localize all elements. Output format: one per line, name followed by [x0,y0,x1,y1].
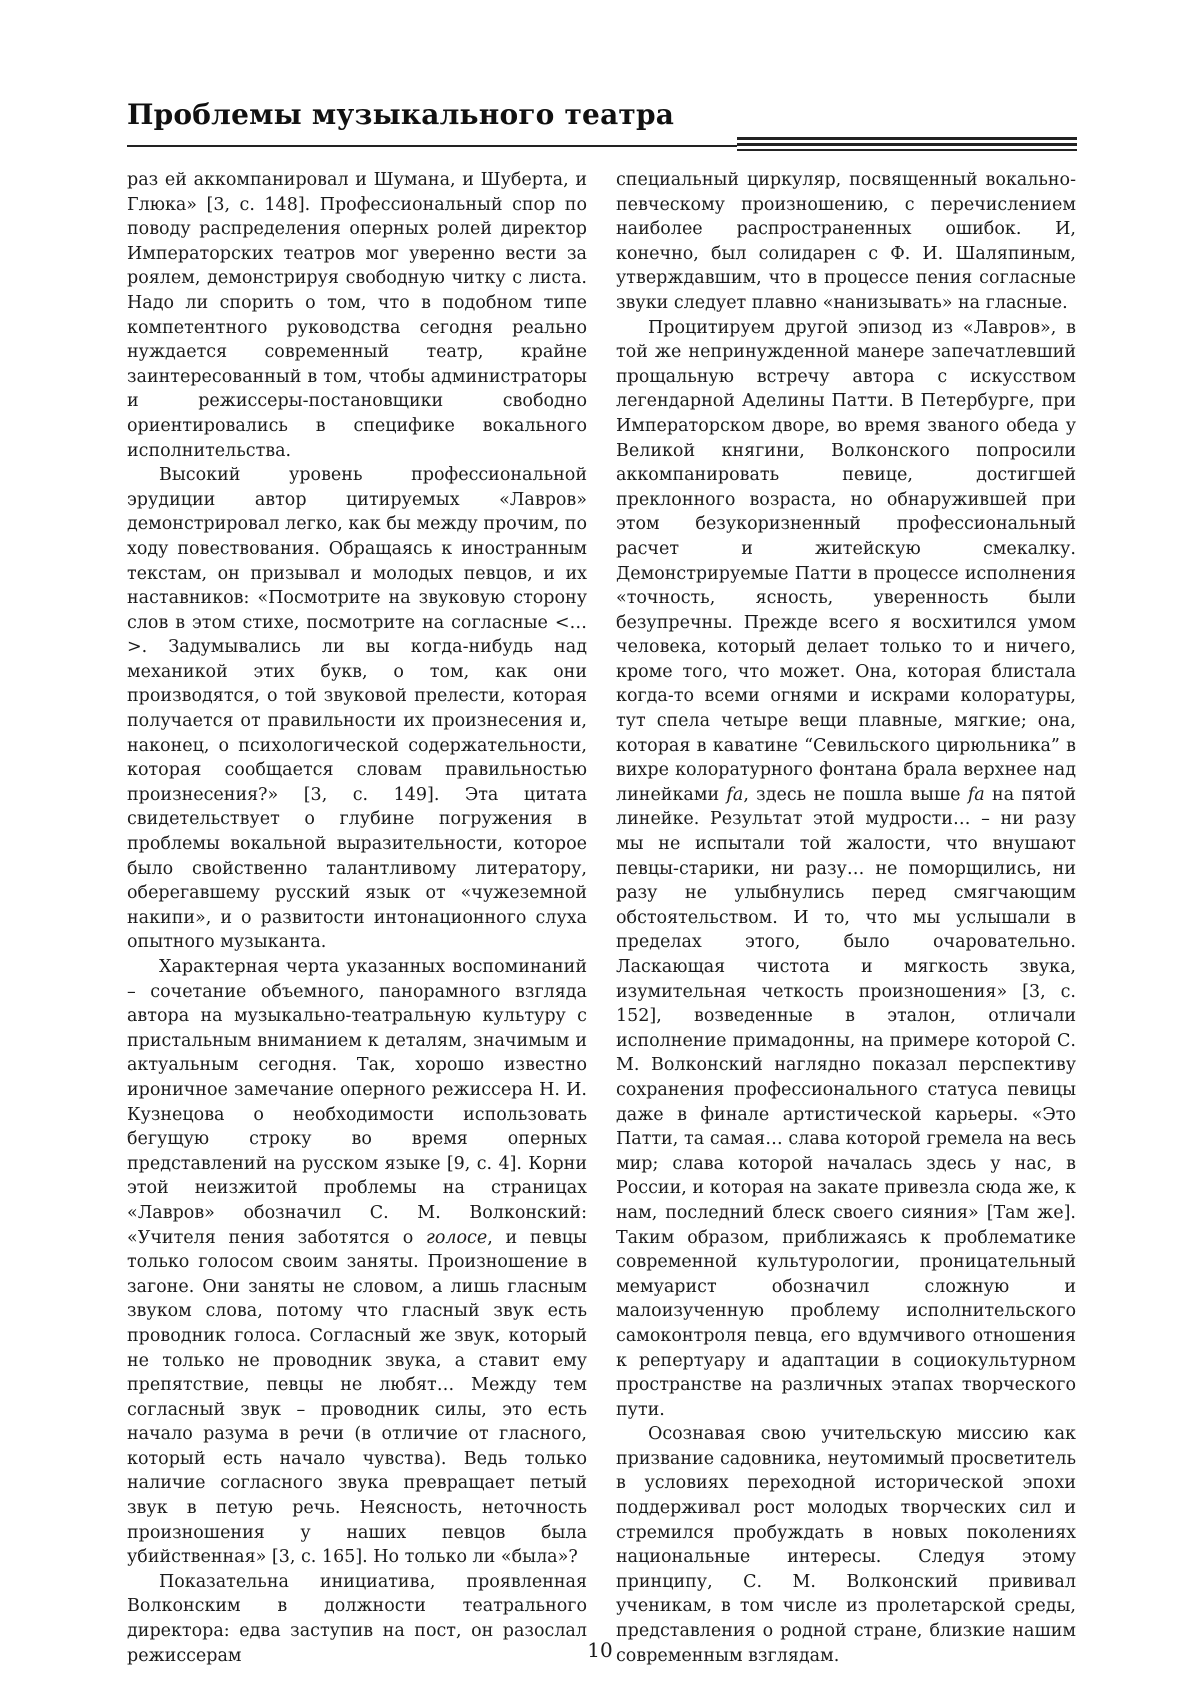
paragraph-text: Характерная черта указанных воспоминаний – сочетание объемного, панорамного взгляда автора на музыкально-театральную культуру с пристальным вниманием к деталям, значимым и актуальным сегодня. Так, хорошо известно ироничное замечание оперного режиссера Н. И. Кузнецова о необходимости использовать бегущую строку во время оперных представлений на русском языке [9, с. 4]. Корни этой неизжитой проблемы на страницах «Лавров» обозначил С. М. Волконский: «Учителя пения заботятся о [127,957,587,1248]
paragraph-text: , здесь не пошла выше [743,784,968,805]
paragraph: Осознавая свою учительскую миссию как призвание садовника, неутомимый просветитель в условиях переходной исторической эпохи поддерживал рост молодых творческих сил и стремился пробуждать в новых поколениях национальные интересы. Следуя этому принципу, С. М. Волконский прививал ученикам, в том числе из пролетарской среды, представления о родной стране, близкие нашим современным взглядам. [616,1424,1076,1666]
page-number: 10 [587,1638,613,1662]
paragraph-text: на пятой линейке. Результат этой мудрости… – ни разу мы не испытали той жалости, что внушают певцы-старики, ни разу… не поморщились, ни разу не улыбнулись перед смягчающим обстоятельством. И то, что мы услышали в пределах этого, было очаровательно. Ласкающая чистота и мягкость звука, изумительная четкость произношения» [3, с. 152], возведенные в эталон, отличали исполнение примадонны, на примере которой С. М. Волконский наглядно показал перспективу сохранения профессионального статуса певицы даже в финале артистической карьеры. «Это Патти, та самая… слава которой гремела на весь мир; слава которой началась здесь у нас, в России, и которая на закате привезла сюда же, к нам, последний блеск своего сияния» [Там же]. Таким образом, приближаясь к проблематике современной культурологии, проницательный мемуарист обозначил сложную и малоизученную проблему исполнительского самоконтроля певца, его вдумчивого отношения к репертуару и адаптации в социокультурном пространстве на различных этапах творческого пути. [616,784,1076,1420]
emphasis: голосе [425,1227,488,1248]
paragraph: раз ей аккомпанировал и Шумана, и Шуберта, и Глюка» [3, с. 148]. Профессиональный спор по поводу распределения оперных ролей директор Императорских театров мог уверенно вести за роялем, демонстрируя свободную читку с листа. Надо ли спорить о том, что в подобном типе компетентного руководства сегодня реально нуждается современный театр, крайне заинтересованный в том, чтобы администраторы и режиссеры-постановщики свободно ориентировались в специфике вокального исполнительства. [127,170,587,461]
paragraph: Высокий уровень профессиональной эрудиции автор цитируемых «Лавров» демонстрировал легко, как бы между прочим, по ходу повествования. Обращаясь к иностранным текстам, он призывал и молодых певцов, и их наставников: «Посмотрите на звуковую сторону слов в этом стихе, посмотрите на согласные <…>. Задумывались ли вы когда-нибудь над механикой этих букв, о том, как они производятся, о той звуковой прелести, которая получается от правильности их произнесения и, наконец, о психологической содержательности, которая сообщается словам правильностью произнесения?» [3, с. 149]. Эта цитата свидетельствует о глубине погружения в проблемы вокальной выразительности, которое было свойственно талантливому литератору, оберегавшему русский язык от «чужеземной накипи», и о развитости интонационного слуха опытного музыканта. [127,465,587,953]
header-rule-decorative [737,137,1077,151]
running-header-title: Проблемы музыкального театра [127,98,675,131]
paragraph: специальный циркуляр, посвященный вокально-певческому произношению, с перечислением наиболее распространенных ошибок. И, конечно, был солидарен с Ф. И. Шаляпиным, утверждавшим, что в процессе пения согласные звуки следует плавно «нанизывать» на гласные. [616,170,1076,313]
paragraph-text: Процитируем другой эпизод из «Лавров», в той же непринужденной манере запечатлевший прощальную встречу автора с искусством легендарной Аделины Патти. В Петербурге, при Императорском дворе, во время званого обеда у Великой княгини, Волконского попросили аккомпанировать певице, достигшей преклонного возраста, но обнаружившей при этом безукоризненный профессиональный расчет и житейскую смекалку. Демонстрируемые Патти в процессе исполнения «точность, ясность, уверенность были безупречны. Прежде всего я восхитился умом человека, который делает только то и ничего, кроме того, что может. Она, которая блистала когда-то всеми огнями и искрами колоратуры, тут спела четыре вещи плавные, мягкие; она, которая в каватине “Севильского цирюльника” в вихре колоратурного фонтана брала верхнее над линейками [616,317,1076,805]
emphasis: fa [726,784,744,805]
paragraph: Показательна инициатива, проявленная Волконским в должности театрального директора: едва заступив на пост, он разослал режиссерам [127,1571,587,1666]
text-column-left [127,168,587,1668]
text-column-right [616,168,1076,1668]
paragraph-text: , и певцы только голосом своим заняты. Произношение в загоне. Они заняты не словом, а лишь гласным звуком слова, потому что гласный звук есть проводник голоса. Согласный же звук, который не только не проводник звука, а ставит ему препятствие, певцы не любят… Между тем согласный звук – проводник силы, это есть начало разума в речи (в отличие от гласного, который есть начало чувства). Ведь только наличие согласного звука превращает петый звук в петую речь. Неясность, неточность произношения у наших певцов была убийственная» [3, с. 165]. Но только ли «была»? [127,1227,587,1568]
emphasis: fa [967,784,985,805]
paragraph [616,316,1076,1423]
paragraph [127,955,587,1570]
header-rule-thin [127,145,737,147]
